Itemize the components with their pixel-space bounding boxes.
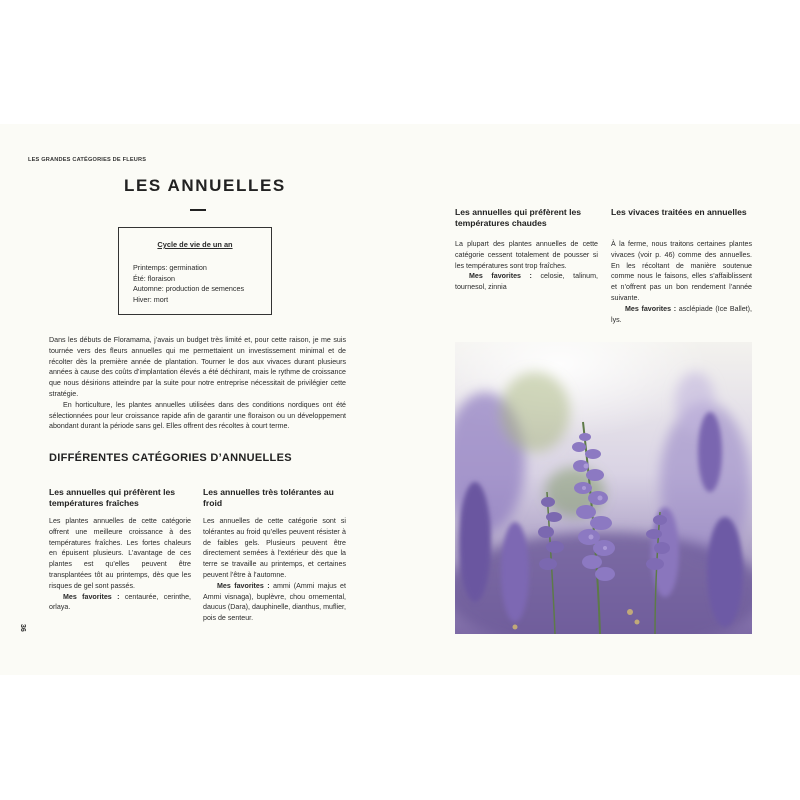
category-description: La plupart des plantes annuelles de cette catégorie cessent totalement de pousser si les températures sont trop fraîches. (455, 240, 598, 270)
category-favorites (611, 304, 752, 326)
category-text-perennials (611, 239, 752, 325)
intro-paragraph: Dans les débuts de Floramama, j’avais un budget très limité et, pour cette raison, je me suis tournée vers des fleurs annuelles qui me permettaient un investissement minimal et de récolter dès la première année de plantation. Tourner le dos aux vivaces durant plusieurs années à cause des coûts d’implantation élevés a été déchirant, mais le rythme de croissance que nous désirions atteindre par la suite pour notre entreprise nécessitait de privilégier cette stratégie. (49, 336, 346, 398)
title-rule (190, 209, 206, 211)
favorites-list: centaurée, cerinthe, orlaya. (49, 592, 191, 612)
category-heading-warm: Les annuelles qui préfèrent les températures chaudes (455, 207, 582, 228)
page-number: 36 (19, 624, 26, 632)
flower-photo-illustration (455, 342, 752, 634)
running-head: LES GRANDES CATÉGORIES DE FLEURS (28, 157, 147, 163)
favorites-label: Mes favorites : (469, 272, 532, 281)
lifecycle-box-title: Cycle de vie de un an (157, 240, 233, 249)
lifecycle-list (133, 263, 244, 305)
category-description: Les annuelles de cette catégorie sont si tolérantes au froid qu’elles peuvent résister à de faibles gels. Plusieurs peuvent être directement semées à l’extérieur dès que la terre se travaille au printemps, et certaines peuvent l’être à l’automne. (203, 517, 346, 579)
category-favorites (455, 271, 598, 293)
category-description: Les plantes annuelles de cette catégorie offrent une meilleure croissance à des températures fraîches. Les fortes chaleurs en épuisent plusieurs. L’avantage de ces plantes est qu’elles peuvent être transplantées tôt au printemps, dès que les risques de gel sont passés. (49, 517, 191, 590)
category-text-cool (49, 516, 191, 613)
flower-photo (455, 342, 752, 634)
favorites-list: ammi (Ammi majus et Ammi visnaga), buplèvre, chou ornemental, daucus (Dara), dauphinelle, dianthus, muflier, pois de senteur. (203, 581, 346, 623)
category-heading-perennials: Les vivaces traitées en annuelles (611, 207, 747, 217)
lifecycle-winter: Hiver: mort (133, 294, 169, 304)
intro-text (49, 335, 346, 432)
favorites-list: celosie, talinum, tournesol, zinnia (455, 272, 598, 292)
section-heading: DIFFÉRENTES CATÉGORIES D’ANNUELLES (49, 452, 292, 464)
category-text-cold-tolerant (203, 516, 346, 624)
category-favorites (203, 581, 346, 624)
page-title: LES ANNUELLES (124, 176, 286, 195)
favorites-list: asclépiade (Ice Ballet), lys. (611, 304, 752, 324)
lifecycle-summer: Été: floraison (133, 273, 175, 283)
intro-paragraph: En horticulture, les plantes annuelles utilisées dans des conditions nordiques ont été sélectionnées pour leur croissance rapide afin de garantir une floraison ou un développement abondant durant la période sans gel. Elles offrent des récoltes à court terme. (49, 400, 346, 431)
lifecycle-box (118, 227, 272, 315)
lifecycle-autumn: Automne: production de semences (133, 284, 245, 294)
category-heading-cold-tolerant: Les annuelles très tolérantes au froid (203, 487, 334, 508)
favorites-label: Mes favorites : (625, 304, 677, 313)
favorites-label: Mes favorites : (63, 592, 120, 601)
category-heading-cool: Les annuelles qui préfèrent les températures fraîches (49, 487, 176, 508)
category-favorites (49, 592, 191, 614)
category-text-warm (455, 239, 598, 293)
favorites-label: Mes favorites : (217, 581, 270, 590)
category-description: À la ferme, nous traitons certaines plantes vivaces (voir p. 46) comme des annuelles. En les récoltant de manière soutenue comme nous le faisons, elles s’affaiblissent et n’offrent pas un bon rendement l’année suivante. (611, 240, 752, 302)
lifecycle-spring: Printemps: germination (133, 263, 207, 272)
